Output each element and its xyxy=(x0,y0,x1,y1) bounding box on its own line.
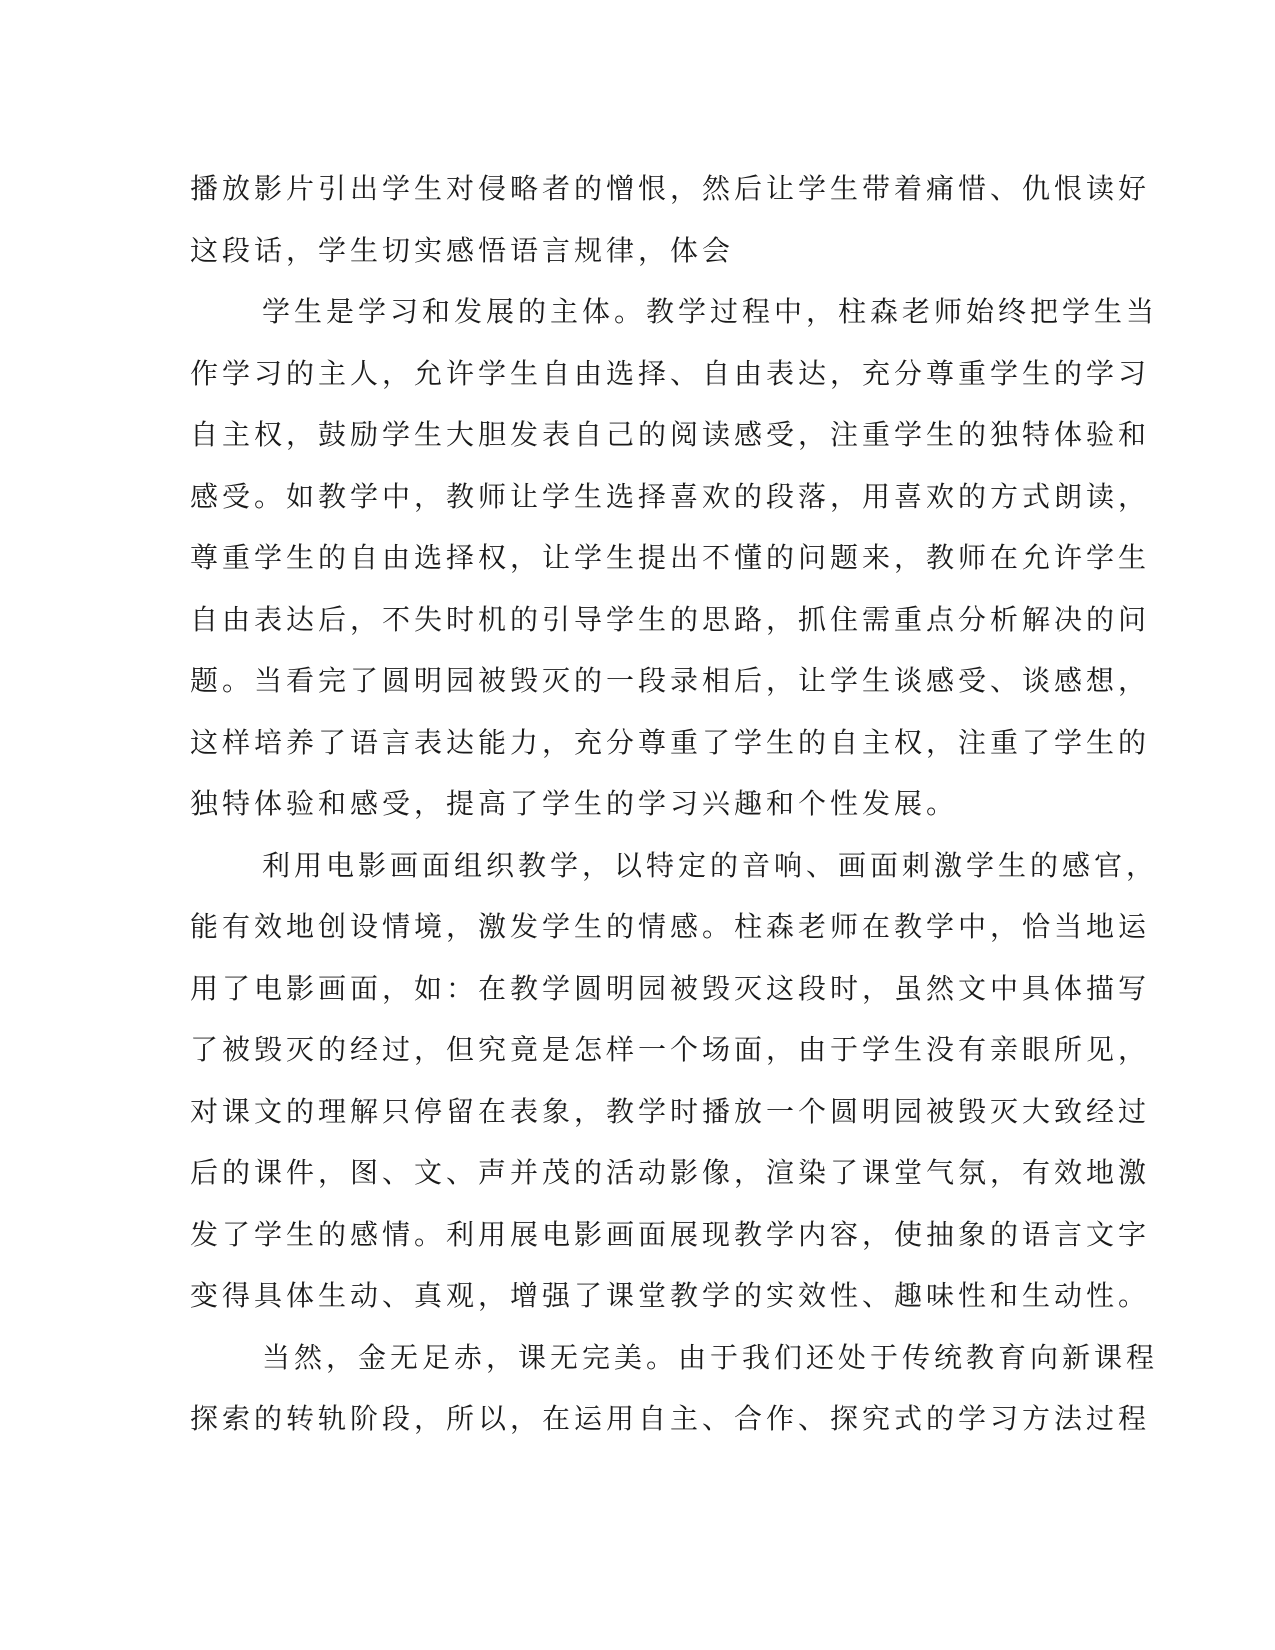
text-line: 对课文的理解只停留在表象，教学时播放一个圆明园被毁灭大致经过 xyxy=(190,1094,1151,1128)
paragraph-start-line: 学生是学习和发展的主体。教学过程中，柱森老师始终把学生当 xyxy=(262,295,1159,328)
text-line: 这样培养了语言表达能力，充分尊重了学生的自主权，注重了学生的 xyxy=(190,725,1151,759)
text-line: 变得具体生动、真观，增强了课堂教学的实效性、趣味性和生动性。 xyxy=(190,1279,1151,1312)
text-line: 能有效地创设情境，激发学生的情感。柱森老师在教学中，恰当地运 xyxy=(190,910,1151,943)
text-line: 用了电影画面，如：在教学圆明园被毁灭这段时，虽然文中具体描写 xyxy=(190,971,1151,1005)
paragraph-start-line: 当然，金无足赤，课无完美。由于我们还处于传统教育向新课程 xyxy=(262,1340,1159,1374)
text-line: 播放影片引出学生对侵略者的憎恨，然后让学生带着痛惜、仇恨读好 xyxy=(190,172,1151,205)
text-line: 了被毁灭的经过，但究竟是怎样一个场面，由于学生没有亲眼所见， xyxy=(190,1033,1151,1066)
text-line: 探索的转轨阶段，所以，在运用自主、合作、探究式的学习方法过程 xyxy=(190,1402,1151,1435)
text-line: 后的课件，图、文、声并茂的活动影像，渲染了课堂气氛，有效地激 xyxy=(190,1156,1151,1189)
document-body xyxy=(190,158,1159,1450)
text-line: 作学习的主人，允许学生自由选择、自由表达，充分尊重学生的学习 xyxy=(190,356,1151,390)
text-line: 题。当看完了圆明园被毁灭的一段录相后，让学生谈感受、谈感想， xyxy=(190,664,1151,697)
text-line: 独特体验和感受，提高了学生的学习兴趣和个性发展。 xyxy=(190,787,959,820)
text-line: 尊重学生的自由选择权，让学生提出不懂的问题来，教师在允许学生 xyxy=(190,541,1151,574)
text-line: 这段话，学生切实感悟语言规律，体会 xyxy=(190,233,735,267)
text-line: 自主权，鼓励学生大胆发表自己的阅读感受，注重学生的独特体验和 xyxy=(190,418,1151,451)
text-line: 发了学生的感情。利用展电影画面展现教学内容，使抽象的语言文字 xyxy=(190,1217,1151,1251)
text-line: 自由表达后，不失时机的引导学生的思路，抓住需重点分析解决的问 xyxy=(190,602,1151,636)
paragraph-start-line: 利用电影画面组织教学，以特定的音响、画面刺激学生的感官， xyxy=(262,848,1159,882)
text-line: 感受。如教学中，教师让学生选择喜欢的段落，用喜欢的方式朗读， xyxy=(190,479,1151,513)
